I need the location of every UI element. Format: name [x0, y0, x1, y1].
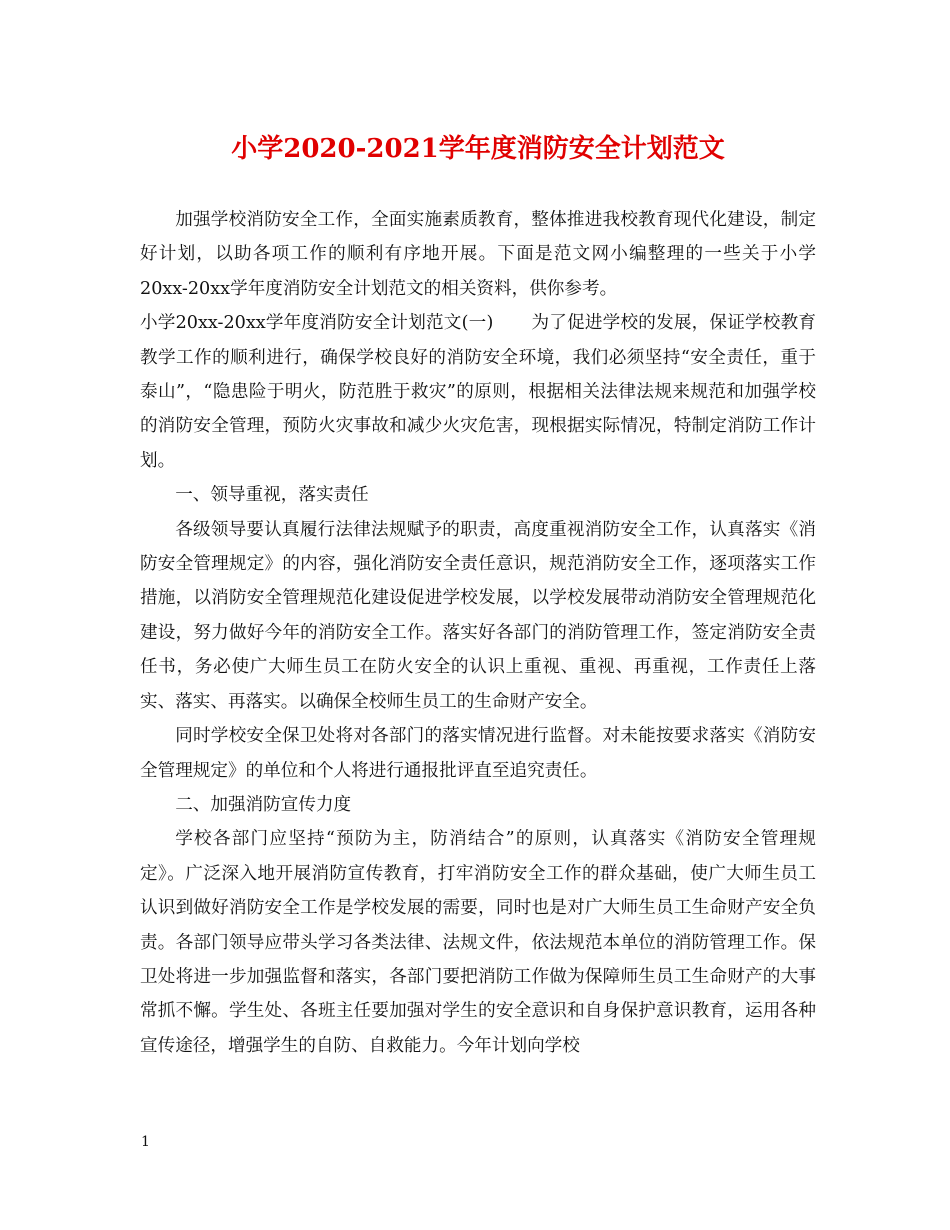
document-body [140, 203, 816, 1063]
intro-paragraph: 加强学校消防安全工作，全面实施素质教育，整体推进我校教育现代化建设，制定好计划，以助各项工作的顺利有序地开展。下面是范文网小编整理的一些关于小学20xx-20xx学年度消防安全计划范文的相关资料，供你参考。 [140, 210, 816, 299]
page-number: 1 [141, 1134, 150, 1150]
section-intro-paragraph [140, 306, 816, 478]
body-paragraph-4: 学校各部门应坚持“预防为主，防消结合”的原则，认真落实《消防安全管理规定》。广泛深入地开展消防宣传教育，打牢消防安全工作的群众基础，使广大师生员工认识到做好消防安全工作是学校发展的需要，同时也是对广大师生员工生命财产安全负责。各部门领导应带头学习各类法律、法规文件，依法规范本单位的消防管理工作。保卫处将进一步加强监督和落实，各部门要把消防工作做为保障师生员工生命财产的大事常抓不懈。学生处、各班主任要加强对学生的安全意识和自身保护意识教育，运用各种宣传途径，增强学生的自防、自救能力。今年计划向学校 [140, 829, 816, 1056]
section-heading-2: 二、加强消防宣传力度 [175, 794, 352, 815]
section-intro-label: 小学20xx-20xx学年度消防安全计划范文(一) [140, 313, 494, 334]
body-paragraph-2: 各级领导要认真履行法律法规赋予的职责，高度重视消防安全工作，认真落实《消防安全管理规定》的内容，强化消防安全责任意识，规范消防安全工作，逐项落实工作措施，以消防安全管理规范化建设促进学校发展，以学校发展带动消防安全管理规范化建设，努力做好今年的消防安全工作。落实好各部门的消防管理工作，签定消防安全责任书，务必使广大师生员工在防火安全的认识上重视、重视、再重视，工作责任上落实、落实、再落实。以确保全校师生员工的生命财产安全。 [140, 519, 816, 712]
body-paragraph-3: 同时学校安全保卫处将对各部门的落实情况进行监督。对未能按要求落实《消防安全管理规定》的单位和个人将进行通报批评直至追究责任。 [140, 726, 816, 781]
section-intro-text: 为了促进学校的发展，保证学校教育教学工作的顺利进行，确保学校良好的消防安全环境，我们必须坚持“安全责任，重于泰山”，“隐患险于明火，防范胜于救灾”的原则，根据相关法律法规来规范和加强学校的消防安全管理，预防火灾事故和减少火灾危害，现根据实际情况，特制定消防工作计划。 [140, 313, 816, 471]
document-title: 小学2020-2021学年度消防安全计划范文 [231, 134, 725, 164]
section-heading-1: 一、领导重视，落实责任 [175, 485, 369, 506]
